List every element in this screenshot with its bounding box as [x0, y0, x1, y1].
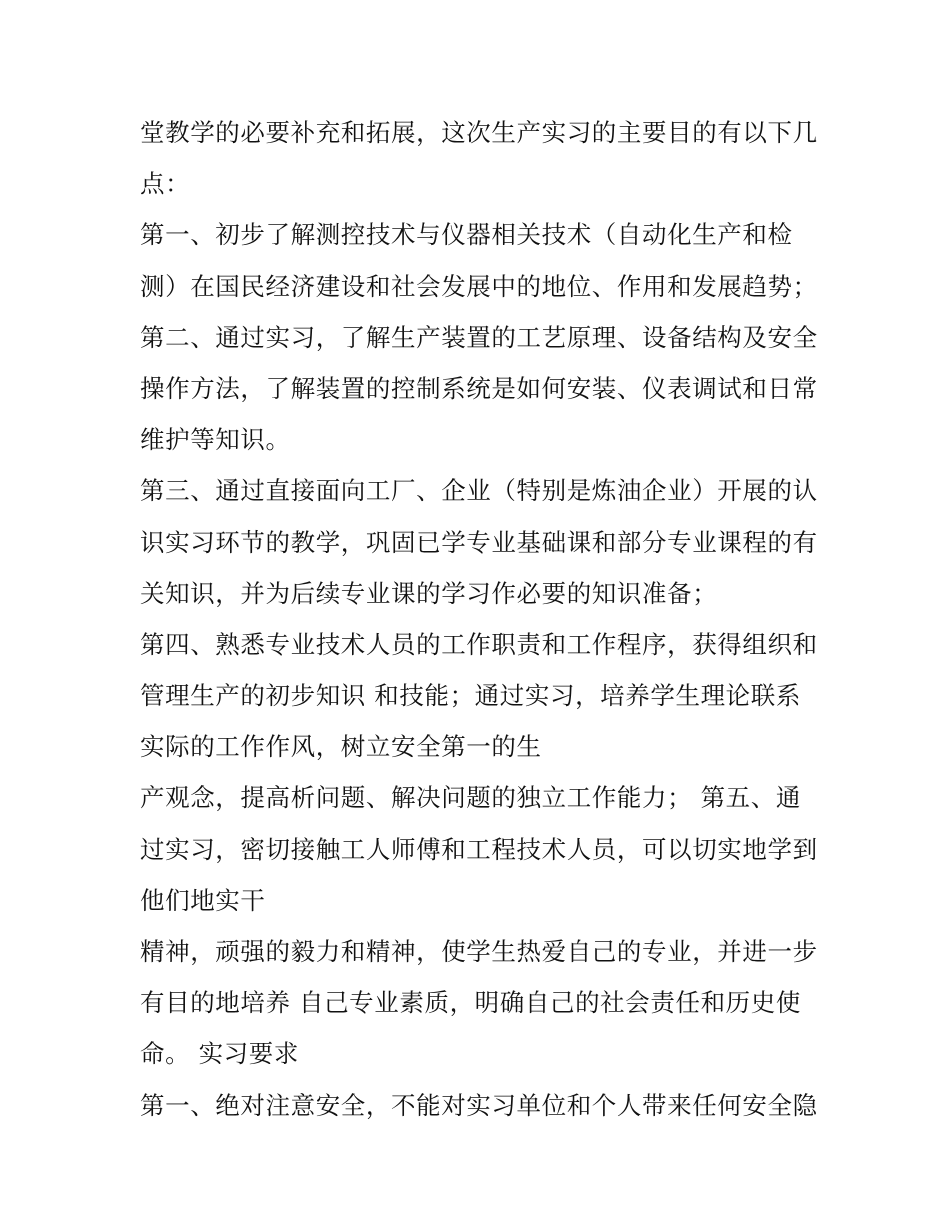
text-line: 精神，顽强的毅力和精神，使学生热爱自己的专业，并进一步 [140, 937, 818, 966]
text-line: 产观念，提高析问题、解决问题的独立工作能力； 第五、通 [140, 783, 801, 813]
text-line: 测）在国民经济建设和社会发展中的地位、作用和发展趋势； [140, 271, 818, 301]
text-line: 堂教学的必要补充和拓展，这次生产实习的主要目的有以下几 [140, 118, 818, 147]
text-line: 他们地实干 [140, 885, 266, 915]
text-line: 实际的工作作风，树立安全第一的生 [140, 732, 542, 762]
text-line: 第一、初步了解测控技术与仪器相关技术（自动化生产和检 [140, 220, 793, 250]
text-line: 第二、通过实习，了解生产装置的工艺原理、设备结构及安全 [140, 322, 818, 352]
text-line: 命。 实习要求 [140, 1039, 299, 1069]
text-line: 操作方法，了解装置的控制系统是如何安装、仪表调试和日常 [140, 373, 818, 403]
text-line: 维护等知识。 [140, 425, 291, 455]
document-body [140, 107, 830, 1131]
text-line: 过实习，密切接触工人师傅和工程技术人员，可以切实地学到 [140, 834, 818, 864]
text-line: 第四、熟悉专业技术人员的工作职责和工作程序，获得组织和 [140, 629, 818, 659]
text-line: 关知识，并为后续专业课的学习作必要的知识准备； [140, 578, 718, 608]
text-line: 管理生产的初步知识 和技能；通过实习，培养学生理论联系 [140, 681, 801, 711]
text-line: 识实习环节的教学，巩固已学专业基础课和部分专业课程的有 [140, 527, 818, 557]
text-line: 第三、通过直接面向工厂、企业（特别是炼油企业）开展的认 [140, 476, 818, 506]
text-line: 第一、绝对注意安全，不能对实习单位和个人带来任何安全隐 [140, 1090, 818, 1120]
text-line: 有目的地培养 自己专业素质，明确自己的社会责任和历史使 [140, 988, 801, 1018]
text-line: 点： [140, 169, 191, 199]
